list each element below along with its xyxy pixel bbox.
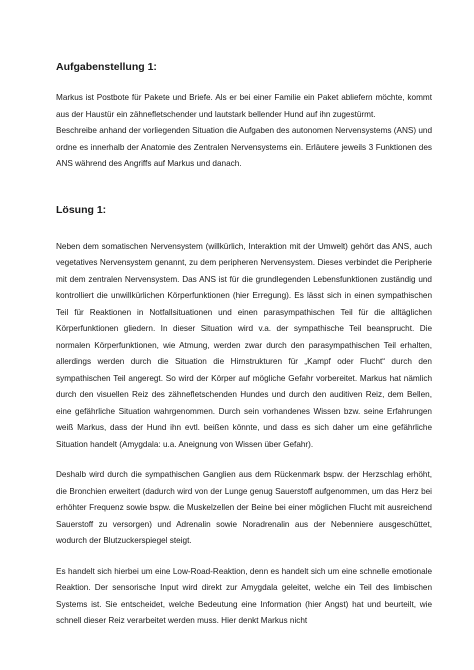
solution-paragraph-2: Deshalb wird durch die sympathischen Ganglien aus dem Rückenmark bspw. der Herzschlag erhöht, die Bronchien erweitert (dadurch wird von der Lunge genug Sauerstoff aufgenommen, um das Herz bei erhöhter Frequenz sowie bspw. die Muskelzellen der Beine bei einer möglichen Flucht mit ausreichend Sauerstoff zu versorgen) und Adrenalin sowie Noradrenalin aus der Nebenniere ausgeschüttet, wodurch der Blutzuckerspiegel steigt. xyxy=(56,470,432,545)
solution-heading: Lösung 1: xyxy=(56,203,107,216)
task-heading: Aufgabenstellung 1: xyxy=(56,61,157,73)
solution-paragraph-1: Neben dem somatischen Nervensystem (willkürlich, Interaktion mit der Umwelt) gehört das ANS, auch vegetatives Nervensystem genannt, zu dem peripheren Nervensystem. Dieses verbindet die Peripherie mit dem zentralen Nervensystem. Das ANS ist für die grundlegenden Lebensfunktionen zuständig und kontrolliert die unwillkürlichen Körperfunktionen (hier Erregung). Es lässt sich in einen sympathischen Teil für Reaktionen in Notfallsituationen und einen parasympathischen Teil für die alltäglichen Körperfunktionen gliedern. In dieser Situation wird v.a. der sympathische Teil beansprucht. Die normalen Körperfunktionen, wie Atmung, werden zwar durch den parasympathischen Teil erhalten, allerdings werden durch die Situation die Hirnstrukturen für „Kampf oder Flucht“ durch den sympathischen Teil angeregt. So wird der Körper auf mögliche Gefahr vorbereitet. Markus hat nämlich durch den visuellen Reiz des zähnefletschenden Hundes und durch den auditiven Reiz, dem Bellen, eine gefährliche Situation wahrgenommen. Durch sein vorhandenes Wissen bzw. seine Erfahrungen weiß Markus, dass der Hund ihn evtl. beißen könnte, und dass es sich daher um eine gefährliche Situation handelt (Amygdala: u.a. Aneignung von Wissen über Gefahr). xyxy=(56,241,432,449)
task-paragraph-scenario: Markus ist Postbote für Pakete und Briefe. Als er bei einer Familie ein Paket abliefern möchte, kommt aus der Haustür ein zähnefletschender und lautstark bellender Hund auf ihn zugestürmt. xyxy=(56,93,432,119)
task-paragraph-instructions: Beschreibe anhand der vorliegenden Situation die Aufgaben des autonomen Nervensystems (ANS) und ordne es innerhalb der Anatomie des Zentralen Nervensystems ein. Erläutere jeweils 3 Funktionen des ANS während des Angriffs auf Markus und danach. xyxy=(56,126,432,168)
solution-paragraph-3: Es handelt sich hierbei um eine Low-Road-Reaktion, denn es handelt sich um eine schnelle emotionale Reaktion. Der sensorische Input wird direkt zur Amygdala geleitet, welche ein Teil des limbischen Systems ist. Sie entscheidet, welche Bedeutung eine Information (hier Angst) hat und beurteilt, wie schnell dieser Reiz verarbeitet werden muss. Hier denkt Markus nicht xyxy=(56,566,432,625)
